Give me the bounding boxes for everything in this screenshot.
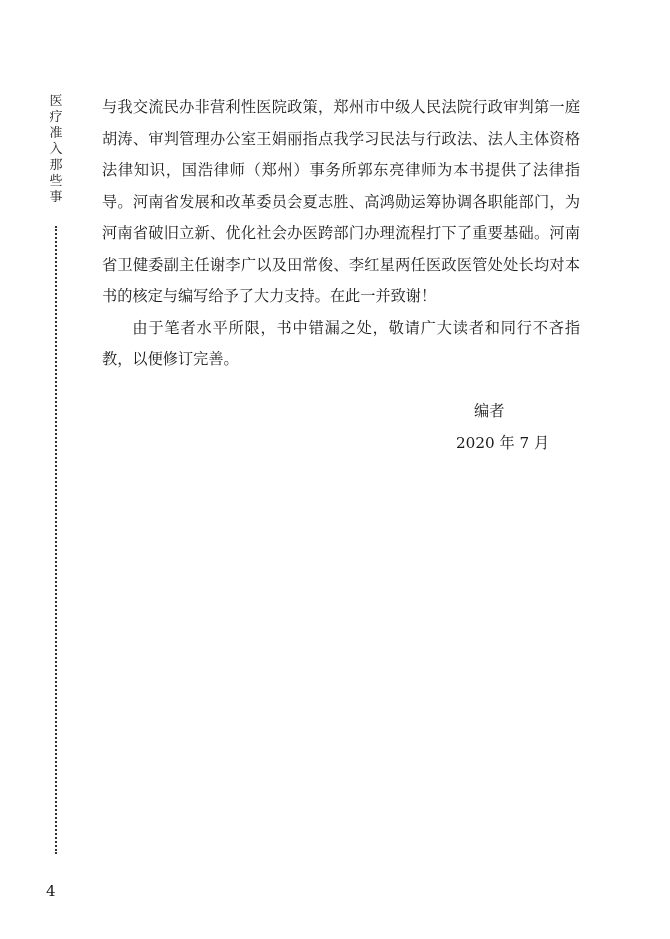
dotted-divider (55, 226, 57, 854)
running-head-char: 些 (49, 174, 63, 189)
paragraph-acknowledgements: 与我交流民办非营利性医院政策，郑州市中级人民法院行政审判第一庭胡涛、审判管理办公室王娟丽指点我学习民法与行政法、法人主体资格法律知识，国浩律师（郑州）事务所郭东亮律师为本书提供了法律指导。河南省发展和改革委员会夏志胜、高鸿勋运筹协调各职能部门，为河南省破旧立新、优化社会办医跨部门办理流程打下了重要基础。河南省卫健委副主任谢李广以及田常俊、李红星两任医政医管处处长均对本书的核定与编写给予了大力支持。在此一并致谢！ (102, 98, 580, 305)
page-number: 4 (46, 882, 56, 900)
running-head (47, 94, 65, 206)
signature-date: 2020 年 7 月 (456, 434, 550, 452)
running-head-char: 入 (49, 142, 63, 157)
signature-author: 编者 (474, 402, 505, 420)
paragraph-disclaimer: 由于笔者水平所限，书中错漏之处，敬请广大读者和同行不吝指教，以便修订完善。 (102, 318, 580, 368)
running-head-char: 那 (49, 158, 63, 173)
running-head-char: 疗 (49, 110, 63, 125)
running-head-char: 事 (49, 190, 63, 205)
main-text (102, 92, 580, 376)
running-head-char: 医 (49, 94, 63, 109)
running-head-char: 准 (49, 126, 63, 141)
